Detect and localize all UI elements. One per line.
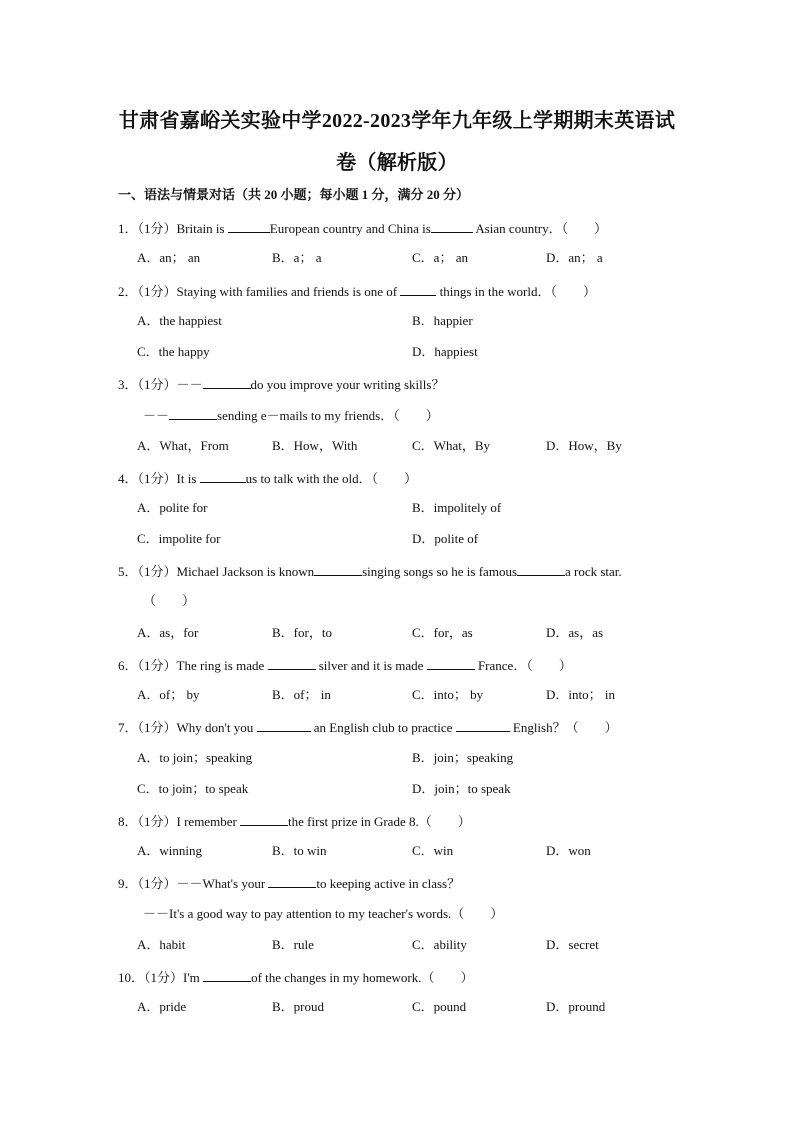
option-d: D．polite of xyxy=(412,531,479,546)
section-heading: 一、语法与情景对话（共 20 小题；每小题 1 分，满分 20 分） xyxy=(118,187,470,202)
option-c: C．a； an xyxy=(412,250,468,265)
option-b: B．to win xyxy=(272,843,327,858)
option-a: A．as，for xyxy=(137,625,199,640)
question-number: 4．（1分） xyxy=(118,471,177,486)
option-b: B．for，to xyxy=(272,625,332,640)
question-3-reply: －－ sending e－mails to my friends．（ ） xyxy=(143,405,439,425)
option-b: B．join；speaking xyxy=(412,750,514,765)
option-b: B．a； a xyxy=(272,250,322,265)
option-a: A．of； by xyxy=(137,687,200,702)
answer-blank xyxy=(200,468,246,483)
option-d: D．join；to speak xyxy=(412,781,511,796)
answer-blank xyxy=(169,405,217,420)
question-5-bracket: （ ） xyxy=(143,593,196,608)
question-5: 5．（1分）Michael Jackson is known singing songs so he is famous a rock star. xyxy=(118,561,622,581)
question-9-reply: －－It's a good way to pay attention to my teacher's words.（ ） xyxy=(143,906,504,921)
question-number: 10．（1分） xyxy=(118,970,184,985)
option-d: D．pround xyxy=(546,999,606,1014)
question-7: 7．（1分）Why don't you an English club to practice English？（ ） xyxy=(118,717,618,737)
option-b: B．How，With xyxy=(272,438,358,453)
question-4: 4．（1分）It is us to talk with the old．（ ） xyxy=(118,468,417,488)
question-number: 6．（1分） xyxy=(118,658,177,673)
question-number: 9．（1分） xyxy=(118,876,177,891)
option-a: A．habit xyxy=(137,937,186,952)
question-number: 7．（1分） xyxy=(118,720,177,735)
option-d: D．into； in xyxy=(546,687,615,702)
answer-blank xyxy=(517,561,565,576)
answer-blank xyxy=(456,717,510,732)
option-d: D．won xyxy=(546,843,591,858)
answer-blank xyxy=(268,873,316,888)
option-a: A．polite for xyxy=(137,500,208,515)
question-6: 6．（1分）The ring is made silver and it is made France．（ ） xyxy=(118,655,572,675)
question-2: 2．（1分）Staying with families and friends is one of things in the world．（ ） xyxy=(118,281,596,301)
document-title-line1: 甘肃省嘉峪关实验中学2022-2023学年九年级上学期期末英语试 xyxy=(118,110,676,132)
question-1: 1．（1分）Britain is European country and China is Asian country．（ ） xyxy=(118,218,607,238)
option-c: C．ability xyxy=(412,937,467,952)
option-b: B．rule xyxy=(272,937,314,952)
option-d: D．happiest xyxy=(412,344,478,359)
option-c: C．win xyxy=(412,843,454,858)
question-8: 8．（1分）I remember the first prize in Grade 8.（ ） xyxy=(118,811,471,831)
question-number: 2．（1分） xyxy=(118,284,177,299)
answer-blank xyxy=(203,374,251,389)
option-d: D．secret xyxy=(546,937,599,952)
answer-blank xyxy=(257,717,311,732)
option-c: C．the happy xyxy=(137,344,210,359)
question-10: 10．（1分）I'm of the changes in my homework.（ ） xyxy=(118,967,473,987)
answer-blank xyxy=(228,218,270,233)
option-a: A．the happiest xyxy=(137,313,222,328)
option-a: A．winning xyxy=(137,843,203,858)
answer-blank xyxy=(203,967,251,982)
option-d: D．How，By xyxy=(546,438,622,453)
option-b: B．proud xyxy=(272,999,325,1014)
answer-blank xyxy=(268,655,316,670)
option-a: A．pride xyxy=(137,999,187,1014)
question-3: 3．（1分）－－ do you improve your writing skills？ xyxy=(118,374,444,394)
question-number: 5．（1分） xyxy=(118,564,177,579)
option-c: C．What，By xyxy=(412,438,490,453)
answer-blank xyxy=(314,561,362,576)
option-c: C．to join；to speak xyxy=(137,781,249,796)
option-b: B．of； in xyxy=(272,687,331,702)
question-number: 3．（1分） xyxy=(118,377,177,392)
option-b: B．happier xyxy=(412,313,473,328)
question-9: 9．（1分）－－What's your to keeping active in class？ xyxy=(118,873,460,893)
document-title-line2: 卷（解析版） xyxy=(336,152,458,174)
option-d: D．an； a xyxy=(546,250,603,265)
option-b: B．impolitely of xyxy=(412,500,502,515)
option-d: D．as，as xyxy=(546,625,604,640)
answer-blank xyxy=(427,655,475,670)
option-a: A．an； an xyxy=(137,250,201,265)
option-c: C．into； by xyxy=(412,687,484,702)
answer-blank xyxy=(240,811,288,826)
option-a: A．to join；speaking xyxy=(137,750,253,765)
option-c: C．for，as xyxy=(412,625,473,640)
answer-blank xyxy=(400,281,436,296)
option-c: C．impolite for xyxy=(137,531,221,546)
option-a: A．What，From xyxy=(137,438,229,453)
question-number: 1．（1分） xyxy=(118,221,177,236)
answer-blank xyxy=(431,218,473,233)
question-number: 8．（1分） xyxy=(118,814,177,829)
option-c: C．pound xyxy=(412,999,467,1014)
